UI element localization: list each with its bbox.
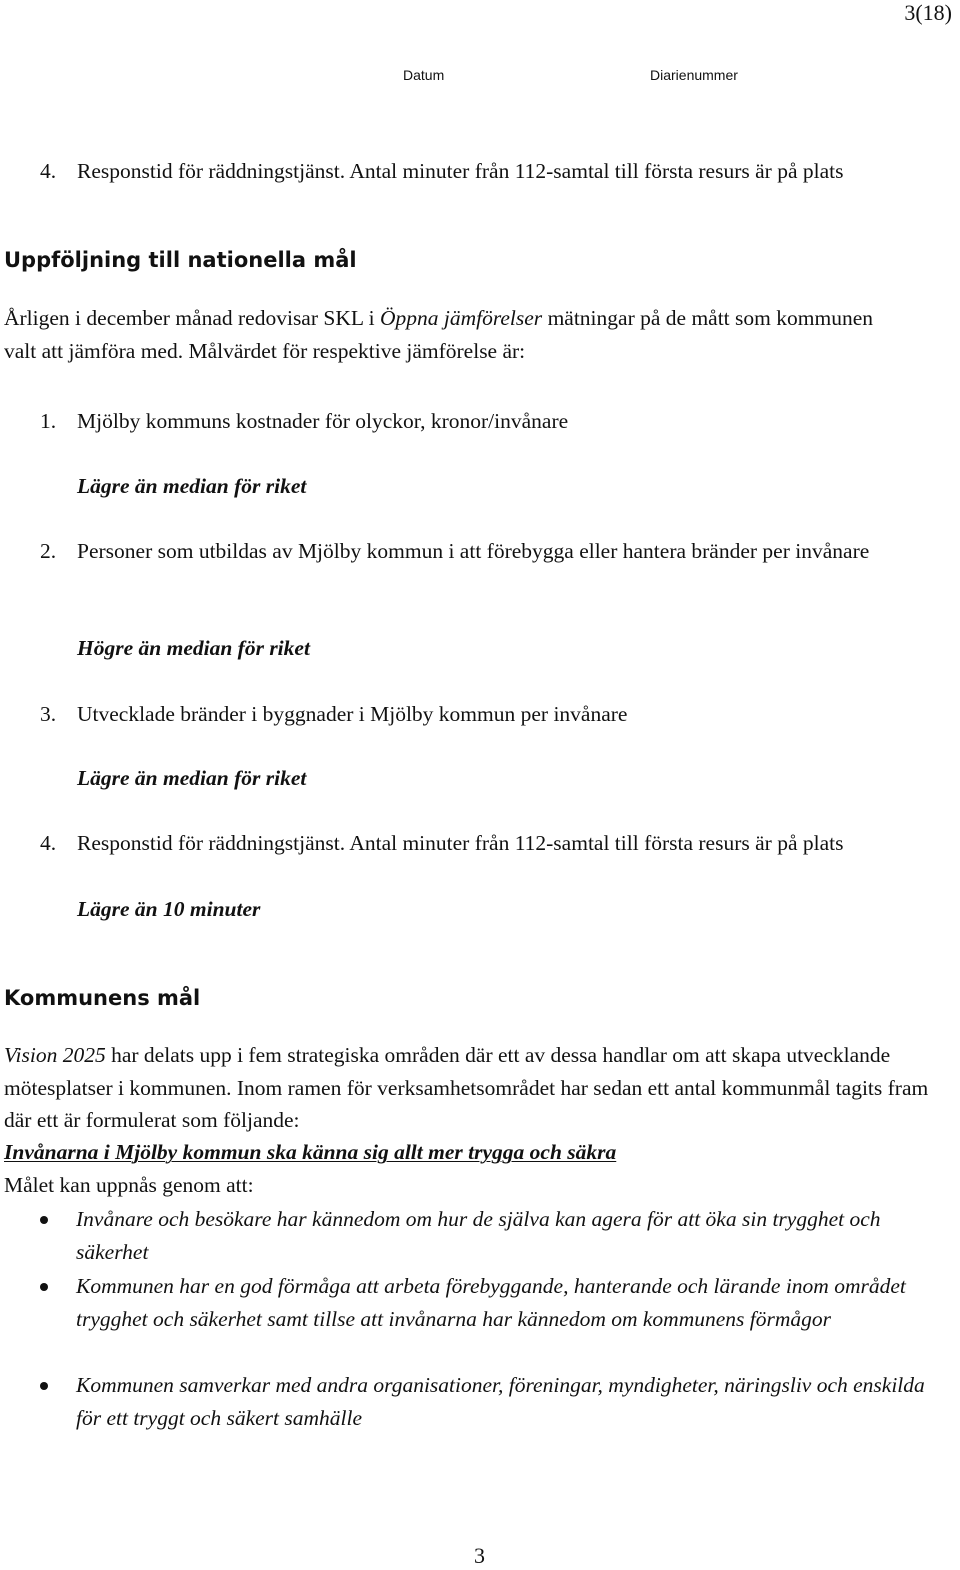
- bullet-icon: [40, 1382, 48, 1390]
- bullet-item: Kommunen har en god förmåga att arbeta förebyggande, hanterande och lärande inom området trygghet och säkerhet samt tillse att invånarna har kännedom om kommunens förmågor: [76, 1274, 906, 1331]
- datum-label: Datum: [403, 67, 445, 83]
- goal-lead-in: Målet kan uppnås genom att:: [4, 1173, 254, 1197]
- section1-para-end: mätningar på de mått som kommunen valt att jämföra med. Målvärdet för respektive jämförelse är:: [4, 306, 873, 363]
- list-item-text: Responstid för räddningstjänst. Antal minuter från 112-samtal till första resurs är på plats: [77, 831, 844, 855]
- section-heading-nationella-mal: Uppföljning till nationella mål: [4, 248, 357, 272]
- list-item-text: Utvecklade bränder i byggnader i Mjölby kommun per invånare: [77, 702, 628, 726]
- list-item-number: 4.: [40, 831, 57, 855]
- section-heading-kommunens-mal: Kommunens mål: [4, 986, 201, 1010]
- list-item-target: Lägre än median för riket: [77, 766, 307, 790]
- municipal-goal: Invånarna i Mjölby kommun ska känna sig allt mer trygga och säkra: [4, 1140, 617, 1164]
- page-number-footer: 3: [474, 1543, 485, 1568]
- section1-paragraph: [4, 302, 904, 367]
- list-item-target: Lägre än 10 minuter: [77, 897, 261, 921]
- bullet-item: Kommunen samverkar med andra organisationer, föreningar, myndigheter, näringsliv och enskilda för ett tryggt och säkert samhälle: [76, 1373, 925, 1430]
- list-item-number: 3.: [40, 702, 57, 726]
- oppna-jamforelser-emphasis: Öppna jämförelser: [379, 306, 543, 330]
- intro-item-number: 4.: [40, 159, 57, 183]
- list-item-text: Mjölby kommuns kostnader för olyckor, kronor/invånare: [77, 409, 569, 433]
- list-item-number: 1.: [40, 409, 57, 433]
- list-item-text: Personer som utbildas av Mjölby kommun i att förebygga eller hantera bränder per invånare: [77, 539, 870, 563]
- section2-para-rest: har delats upp i fem strategiska områden där ett av dessa handlar om att skapa utvecklande mötesplatser i kommunen. Inom ramen för verksamhetsområdet har sedan ett antal kommunmål tagits fram där ett är formulerat som följande:: [4, 1043, 929, 1132]
- page-number-header: 3(18): [904, 0, 952, 25]
- section2-paragraph: [4, 1039, 949, 1137]
- list-item-target: Lägre än median för riket: [77, 474, 307, 498]
- section1-para-start: Årligen i december månad redovisar SKL i: [4, 306, 380, 330]
- bullet-icon: [40, 1216, 48, 1224]
- list-item-target: Högre än median för riket: [77, 636, 310, 660]
- vision-2025-emphasis: Vision 2025: [4, 1043, 106, 1067]
- bullet-icon: [40, 1283, 48, 1291]
- bullet-item: Invånare och besökare har kännedom om hur de själva kan agera för att öka sin trygghet och säkerhet: [76, 1207, 881, 1264]
- intro-item-text: Responstid för räddningstjänst. Antal minuter från 112-samtal till första resurs är på plats: [77, 159, 844, 183]
- list-item-number: 2.: [40, 539, 57, 563]
- diarienummer-label: Diarienummer: [650, 67, 738, 83]
